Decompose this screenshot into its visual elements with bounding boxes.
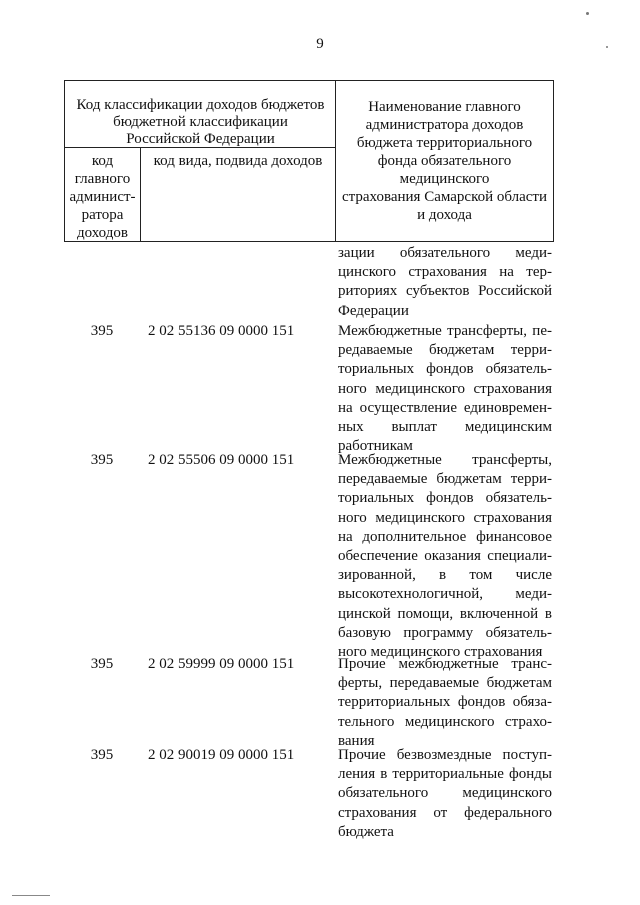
income-name-line: Межбюджетные трансферты, пе- [338, 323, 552, 339]
income-name-line: Прочие безвозмездные поступ- [338, 747, 552, 763]
income-name-line: ториальных фондов обязатель- [338, 490, 552, 507]
income-name-line: страхования от федерального [338, 804, 552, 821]
income-name-line: бюджета [338, 823, 394, 840]
income-name-line: ных выплат медицинским [338, 418, 552, 435]
income-name-line: редаваемые бюджетам терри- [338, 342, 552, 359]
income-name-line: обязательного медицинского [338, 785, 552, 802]
header-name-line: медицинского [399, 171, 490, 187]
income-name [338, 322, 552, 456]
income-name-line: риториях субъектов Российской [338, 283, 552, 300]
header-name-line: администратора доходов [365, 117, 524, 133]
header-name [336, 81, 553, 241]
income-name-line: работникам [338, 438, 413, 455]
income-name-line: обеспечение оказания специали- [338, 547, 552, 564]
income-name-line: цинского страхования на тер- [338, 264, 552, 281]
header-admin-line: доходов [77, 225, 128, 241]
header-admin-code [65, 148, 141, 241]
header-admin-line: админист- [69, 189, 136, 205]
income-name-line: ного медицинского страхования [338, 509, 552, 526]
income-name-line: передаваемые бюджетам терри- [338, 471, 552, 488]
income-name-line: зации обязательного меди- [338, 245, 552, 261]
income-name-line: ного медицинского страхования [338, 380, 552, 397]
scan-speck [586, 12, 589, 15]
scan-speck [606, 46, 608, 48]
income-code: 2 02 55506 09 0000 151 [148, 452, 295, 468]
admin-code: 395 [90, 323, 114, 339]
income-name-line: территориальных фондов обяза- [338, 694, 552, 711]
income-name-line: на осуществление единовремен- [338, 399, 552, 416]
footer-dash [12, 895, 50, 896]
header-classification-code [65, 81, 336, 241]
income-name-line: тельного медицинского страхо- [338, 713, 552, 730]
header-group-line: Код классификации доходов бюджетов [76, 97, 325, 113]
admin-code: 395 [90, 452, 114, 468]
income-name [338, 244, 552, 321]
income-name [338, 451, 552, 662]
header-name-line: бюджета территориального [356, 135, 533, 151]
header-name-line: фонда обязательного [377, 153, 512, 169]
header-name-line: и дохода [417, 207, 472, 223]
table-header [64, 80, 554, 242]
header-name-line: страхования Самарской области [341, 189, 548, 205]
income-name-line: вания [338, 732, 375, 749]
income-name-line: Прочие межбюджетные транс- [338, 656, 552, 672]
income-code: 2 02 55136 09 0000 151 [148, 323, 295, 339]
header-income-code: код вида, подвида доходов [153, 153, 323, 169]
income-name-line: ториальных фондов обязатель- [338, 361, 552, 378]
income-name-line: Федерации [338, 302, 409, 319]
income-name [338, 655, 552, 751]
income-name-line: Межбюджетные трансферты, [338, 452, 552, 468]
income-name-line: ного медицинского страхования [338, 643, 543, 660]
header-group-line: Российской Федерации [126, 131, 275, 147]
income-name [338, 746, 552, 842]
page-number: 9 [316, 36, 324, 52]
income-name-line: на дополнительное финансовое [338, 528, 552, 545]
income-name-line: цинской помощи, включенной в [338, 605, 552, 622]
income-name-line: зированной, в том числе [338, 567, 552, 584]
income-name-line: ферты, передаваемые бюджетам [338, 675, 552, 692]
header-group-label [65, 97, 336, 148]
header-name-line: Наименование главного [368, 99, 521, 115]
income-code: 2 02 90019 09 0000 151 [148, 747, 295, 763]
header-admin-line: главного [74, 171, 131, 187]
income-name-line: ления в территориальные фонды [338, 766, 552, 783]
admin-code: 395 [90, 747, 114, 763]
income-name-line: высокотехнологичной, меди- [338, 586, 552, 603]
income-name-line: базовую программу обязатель- [338, 624, 552, 641]
admin-code: 395 [90, 656, 114, 672]
header-group-line: бюджетной классификации [113, 114, 288, 130]
header-admin-line: ратора [81, 207, 124, 223]
income-code: 2 02 59999 09 0000 151 [148, 656, 295, 672]
header-admin-line: код [91, 153, 114, 169]
